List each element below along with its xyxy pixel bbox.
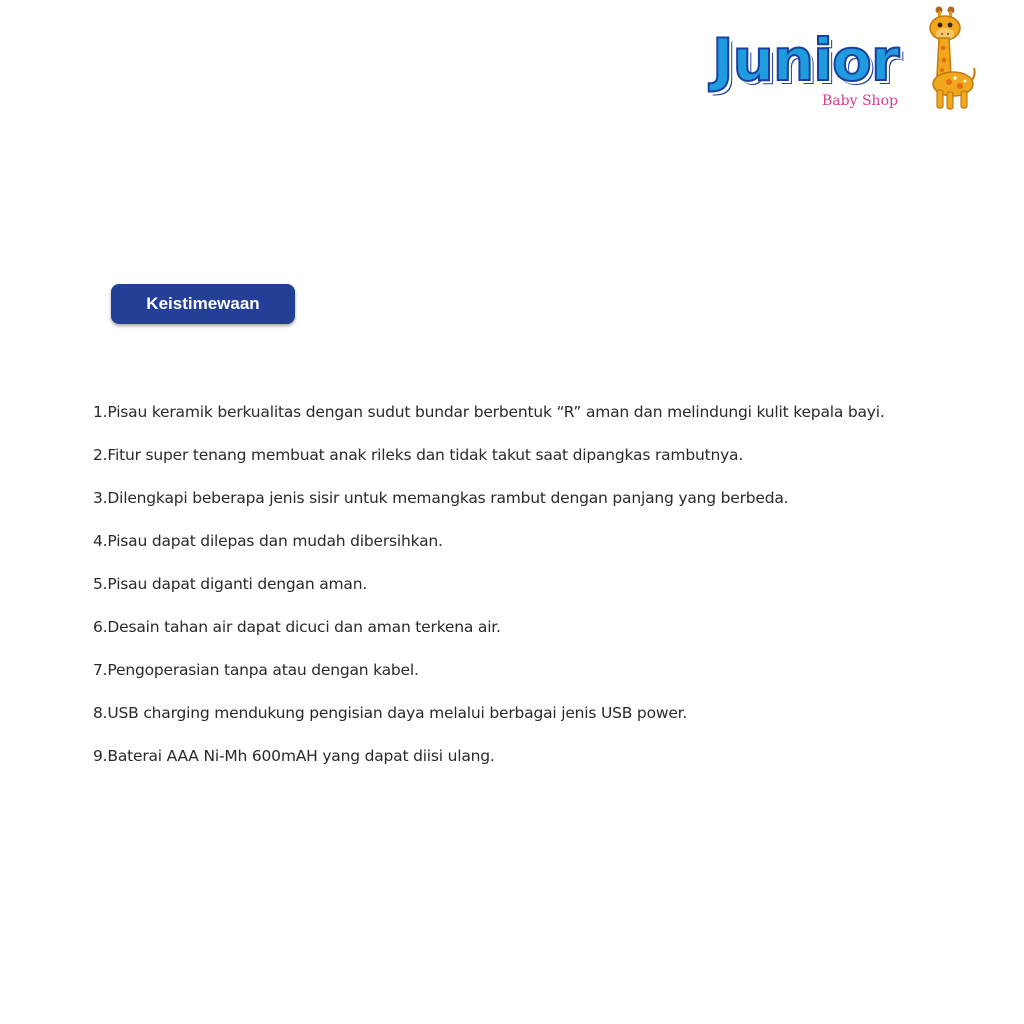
feature-item: 5.Pisau dapat diganti dengan aman.	[93, 575, 368, 593]
logo-wordmark: Junior	[712, 26, 899, 94]
feature-item: 8.USB charging mendukung pengisian daya melalui berbagai jenis USB power.	[93, 704, 688, 722]
feature-item: 6.Desain tahan air dapat dicuci dan aman terkena air.	[93, 618, 501, 636]
logo-subtitle: Baby Shop	[822, 93, 898, 109]
feature-item: 4.Pisau dapat dilepas dan mudah dibersihkan.	[93, 532, 443, 550]
feature-item: 9.Baterai AAA Ni-Mh 600mAH yang dapat diisi ulang.	[93, 747, 495, 765]
feature-list	[93, 398, 1013, 785]
feature-item: 3.Dilengkapi beberapa jenis sisir untuk memangkas rambut dengan panjang yang berbeda.	[93, 489, 789, 507]
feature-item: 7.Pengoperasian tanpa atau dengan kabel.	[93, 661, 419, 679]
feature-item: 2.Fitur super tenang membuat anak rileks dan tidak takut saat dipangkas rambutnya.	[93, 446, 744, 464]
feature-item: 1.Pisau keramik berkualitas dengan sudut bundar berbentuk “R” aman dan melindungi kulit kepala bayi.	[93, 403, 885, 421]
section-badge: Keistimewaan	[111, 284, 295, 324]
brand-logo	[708, 4, 978, 116]
giraffe-icon	[913, 4, 977, 112]
